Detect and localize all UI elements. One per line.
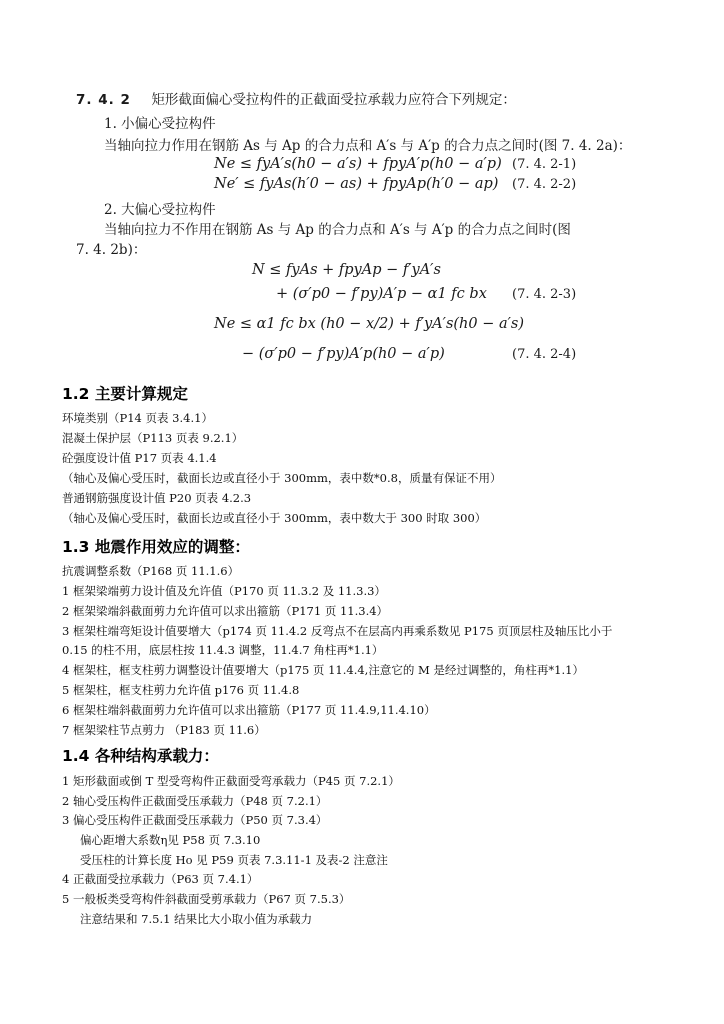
clause-number: 7. 4. 2	[76, 92, 131, 108]
note-line: 混凝土保护层（P113 页表 9.2.1）	[62, 431, 244, 445]
note-line: 环境类别（P14 页表 3.4.1）	[62, 411, 213, 425]
note-line: 3 偏心受压构件正截面受压承载力（P50 页 7.3.4）	[62, 813, 328, 827]
note-line: （轴心及偏心受压时，截面长边或直径小于 300mm，表中数*0.8，质量有保证不用）	[62, 471, 502, 485]
note-line: 偏心距增大系数η见 P58 页 7.3.10	[80, 833, 261, 847]
clause-title-line	[76, 88, 516, 108]
section-heading-1-3: 1.3 地震作用效应的调整：	[62, 538, 250, 556]
note-line: 5 框架柱，框支柱剪力允许值 p176 页 11.4.8	[62, 683, 300, 697]
scanned-code-excerpt	[0, 0, 724, 378]
item1-heading: 1. 小偏心受拉构件	[104, 116, 216, 132]
equation-7-4-2-2: Ne′ ≤ fyAs(h′0 − as) + fpyAp(h′0 − ap)	[214, 176, 499, 192]
note-line: 0.15 的柱不用，底层柱按 11.4.3 调整，11.4.7 角柱再*1.1）	[62, 643, 384, 657]
note-line: 4 正截面受拉承载力（P63 页 7.4.1）	[62, 872, 259, 886]
note-line: 1 框架梁端剪力设计值及允许值（P170 页 11.3.2 及 11.3.3）	[62, 584, 386, 598]
note-line: 5 一般板类受弯构件斜截面受剪承载力（P67 页 7.5.3）	[62, 892, 351, 906]
item2-condition: 当轴向拉力不作用在钢筋 As 与 Ap 的合力点和 A′s 与 A′p 的合力点之间时(图	[104, 222, 571, 238]
note-line: 砼强度设计值 P17 页表 4.1.4	[62, 451, 217, 465]
note-line: 1 矩形截面或倒 T 型受弯构件正截面受弯承载力（P45 页 7.2.1）	[62, 774, 400, 788]
item2-heading: 2. 大偏心受拉构件	[104, 202, 216, 218]
equation-7-4-2-3-line2: + (σ′p0 − f′py)A′p − α1 fc bx	[276, 286, 487, 302]
equation-7-4-2-1: Ne ≤ fyA′s(h0 − a′s) + fpyA′p(h0 − a′p)	[214, 156, 502, 172]
note-line: 4 框架柱，框支柱剪力调整设计值要增大（p175 页 11.4.4,注意它的 M 是经过调整的，角柱再*1.1）	[62, 663, 584, 677]
note-line: 抗震调整系数（P168 页 11.1.6）	[62, 564, 240, 578]
note-line: 2 轴心受压构件正截面受压承载力（P48 页 7.2.1）	[62, 794, 328, 808]
equation-7-4-2-3-line1: N ≤ fyAs + fpyAp − f′yA′s	[252, 262, 441, 278]
note-line: 7 框架梁柱节点剪力 （P183 页 11.6）	[62, 723, 266, 737]
item1-condition: 当轴向拉力作用在钢筋 As 与 Ap 的合力点和 A′s 与 A′p 的合力点之间时(图 7. 4. 2a)：	[104, 138, 632, 154]
note-line: 普通钢筋强度设计值 P20 页表 4.2.3	[62, 491, 252, 505]
note-line: 受压柱的计算长度 Ho 见 P59 页表 7.3.11-1 及表-2 注意注	[80, 853, 388, 867]
note-line: 注意结果和 7.5.1 结果比大小取小值为承载力	[80, 912, 313, 926]
section-heading-1-4: 1.4 各种结构承载力：	[62, 747, 219, 765]
note-line: 6 框架柱端斜截面剪力允许值可以求出箍筋（P177 页 11.4.9,11.4.10）	[62, 703, 436, 717]
section-heading-1-2: 1.2 主要计算规定	[62, 385, 188, 403]
equation-number: (7. 4. 2-1)	[512, 157, 577, 172]
clause-title: 矩形截面偏心受拉构件的正截面受拉承载力应符合下列规定：	[151, 92, 516, 108]
equation-7-4-2-4-line2: − (σ′p0 − f′py)A′p(h0 − a′p)	[242, 346, 445, 362]
equation-number: (7. 4. 2-3)	[512, 287, 577, 302]
item2-condition-cont: 7. 4. 2b)：	[76, 242, 147, 258]
equation-number: (7. 4. 2-2)	[512, 177, 577, 192]
note-line: 2 框架梁端斜截面剪力允许值可以求出箍筋（P171 页 11.3.4）	[62, 604, 389, 618]
equation-number: (7. 4. 2-4)	[512, 347, 577, 362]
note-line: （轴心及偏心受压时，截面长边或直径小于 300mm，表中数大于 300 时取 300）	[62, 511, 487, 525]
note-line: 3 框架柱端弯矩设计值要增大（p174 页 11.4.2 反弯点不在层高内再乘系数见 P175 页顶层柱及轴压比小于	[62, 624, 613, 638]
equation-7-4-2-4-line1: Ne ≤ α1 fc bx (h0 − x/2) + f′yA′s(h0 − a′s)	[214, 316, 525, 332]
